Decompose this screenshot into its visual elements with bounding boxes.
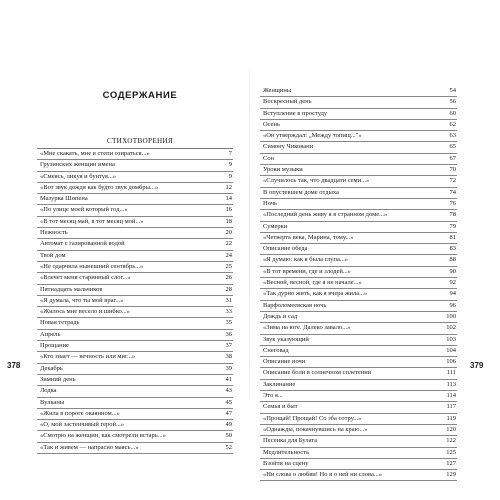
toc-entry bbox=[260, 142, 457, 153]
toc-entry-page: 43 bbox=[225, 387, 232, 395]
section-heading: СТИХОТВОРЕНИЯ bbox=[106, 137, 174, 145]
toc-entry-page: 106 bbox=[446, 358, 456, 366]
toc-entry-title: «Четверть века, Марина, тому...» bbox=[263, 233, 354, 241]
toc-entry bbox=[260, 335, 457, 346]
toc-entry bbox=[37, 330, 233, 341]
toc-entry-page: 39 bbox=[225, 364, 232, 372]
toc-entry-title: «Прощай! Прощай! Со зба сотру...» bbox=[263, 414, 362, 422]
toc-entry bbox=[260, 380, 457, 391]
toc-entry-title: «Так дурно жить, как я вчера жила...» bbox=[263, 290, 368, 298]
toc-entry-title: «Случилось так, что двадцати семи...» bbox=[263, 177, 370, 185]
toc-entry-page: 37 bbox=[225, 342, 232, 350]
toc-entry bbox=[260, 425, 457, 436]
toc-entry-title: «Последний день живу я в странном доме...» bbox=[263, 211, 388, 219]
toc-entry-page: 70 bbox=[449, 166, 456, 174]
toc-entry-page: 129 bbox=[446, 471, 456, 479]
toc-entry-title: Апрель bbox=[40, 330, 61, 338]
toc-entry-page: 100 bbox=[446, 312, 456, 320]
toc-entry bbox=[37, 375, 233, 386]
toc-entry bbox=[260, 222, 457, 233]
toc-entry-title: «По улице моей который год...» bbox=[40, 206, 128, 214]
toc-entry-page: 78 bbox=[449, 211, 456, 219]
toc-entry-page: 63 bbox=[449, 132, 456, 140]
toc-entry bbox=[37, 420, 233, 431]
toc-entry-title: Лодка bbox=[40, 387, 57, 395]
toc-entry-title: Описание обеда bbox=[263, 245, 308, 253]
toc-entry bbox=[260, 244, 457, 255]
toc-entry bbox=[37, 364, 233, 375]
toc-entry bbox=[260, 255, 457, 266]
toc-entry-title: Мазурка Шопена bbox=[40, 195, 88, 203]
toc-entry bbox=[260, 109, 457, 120]
toc-entry-title: Семья и быт bbox=[263, 403, 298, 411]
toc-entry-page: 92 bbox=[449, 279, 456, 287]
toc-entry bbox=[260, 301, 457, 312]
contents-heading: СОДЕРЖАНИЕ bbox=[102, 90, 178, 101]
toc-entry-title: Воскресный день bbox=[263, 98, 312, 106]
toc-entry bbox=[37, 194, 233, 205]
toc-entry-title: Варфоломеевская ночь bbox=[263, 301, 327, 309]
toc-entry-title: Дождь и сад bbox=[263, 312, 298, 320]
toc-entry-title: «Смеясь, ликуя и бунтуя...» bbox=[40, 172, 117, 180]
toc-entry-page: 47 bbox=[225, 409, 232, 417]
toc-entry bbox=[37, 160, 233, 171]
toc-entry bbox=[260, 233, 457, 244]
toc-entry bbox=[37, 285, 233, 296]
toc-entry bbox=[260, 470, 457, 481]
toc-entry-title: Пятнадцать мальчиков bbox=[40, 285, 103, 293]
toc-entry-title: Симону Чиковани bbox=[263, 143, 314, 151]
toc-entry-page: 76 bbox=[449, 199, 456, 207]
toc-entry-title: Вулканы bbox=[40, 398, 65, 406]
toc-entry bbox=[37, 217, 233, 228]
toc-entry-title: Новая тетрадь bbox=[40, 319, 80, 327]
toc-entry-title: Сумерки bbox=[263, 222, 288, 230]
toc-entry bbox=[260, 391, 457, 402]
toc-entry-page: 7 bbox=[228, 150, 232, 157]
toc-entry-title: Медлительность bbox=[263, 448, 310, 456]
toc-entry bbox=[37, 443, 233, 454]
toc-entry-page: 35 bbox=[225, 319, 232, 327]
toc-entry bbox=[37, 205, 233, 216]
toc-entry-title: Уроки музыки bbox=[263, 166, 303, 174]
toc-entry bbox=[37, 341, 233, 352]
toc-entry bbox=[37, 172, 233, 183]
page-number-left: 378 bbox=[7, 361, 21, 370]
toc-entry bbox=[260, 414, 457, 425]
toc-entry-title: «Мне скакать, мне в степи озираться...» bbox=[40, 150, 150, 157]
toc-entry-page: 111 bbox=[446, 369, 456, 377]
toc-entry-title: Грузинских женщин имена bbox=[40, 161, 115, 169]
toc-entry bbox=[260, 278, 457, 289]
toc-entry bbox=[37, 296, 233, 307]
toc-entry bbox=[37, 262, 233, 273]
toc-entry-title: Снеговад bbox=[263, 346, 289, 354]
toc-entry bbox=[260, 436, 457, 447]
toc-entry-title: «Я думаю: как я была глупа...» bbox=[263, 256, 349, 264]
toc-entry-page: 65 bbox=[449, 143, 456, 151]
right-page bbox=[250, 0, 500, 500]
toc-entry-title: «Жилось мне весело и шибко...» bbox=[40, 308, 130, 316]
toc-entry bbox=[260, 86, 457, 97]
toc-entry bbox=[260, 323, 457, 334]
toc-entry-page: 88 bbox=[449, 256, 456, 264]
toc-entry-page: 122 bbox=[446, 437, 456, 445]
toc-entry-page: 18 bbox=[225, 217, 232, 225]
toc-entry-page: 49 bbox=[225, 421, 232, 429]
toc-entry-title: Ночь bbox=[263, 199, 278, 207]
toc-entry-page: 117 bbox=[446, 403, 456, 411]
toc-entry-title: «Он утверждал: „Между топищ..."» bbox=[263, 132, 362, 140]
toc-entry bbox=[37, 386, 233, 397]
toc-entry-title: «Весной, весной, где я не начале...» bbox=[263, 279, 362, 287]
toc-entry-title: «Не одарчила нынешний сентябрь...» bbox=[40, 262, 144, 270]
toc-entry-title: «Так и живем — напрасно маясь...» bbox=[40, 443, 139, 451]
toc-entry-page: 31 bbox=[225, 296, 232, 304]
toc-entry-page: 74 bbox=[449, 188, 456, 196]
toc-entry bbox=[37, 183, 233, 194]
toc-entry-page: 67 bbox=[449, 154, 456, 162]
toc-entry-page: 16 bbox=[225, 206, 232, 214]
toc-entry-page: 103 bbox=[446, 335, 456, 343]
toc-entry bbox=[37, 431, 233, 442]
toc-entry-page: 114 bbox=[446, 392, 456, 400]
toc-entry-page: 94 bbox=[449, 290, 456, 298]
toc-entry-page: 9 bbox=[228, 161, 232, 169]
toc-entry-page: 127 bbox=[446, 459, 456, 467]
toc-entry-page: 9 bbox=[228, 172, 232, 180]
toc-entry-page: 125 bbox=[446, 448, 456, 456]
toc-entry bbox=[260, 289, 457, 300]
toc-entry-page: 52 bbox=[225, 443, 232, 451]
toc-entry-page: 20 bbox=[225, 229, 232, 237]
toc-entry-page: 41 bbox=[225, 375, 232, 383]
toc-entry-title: Песенка для Булата bbox=[263, 437, 318, 445]
toc-entry-page: 113 bbox=[446, 380, 456, 388]
toc-entry-title: «Кто знает — вечность или миг...» bbox=[40, 353, 136, 361]
toc-entry bbox=[260, 346, 457, 357]
toc-entry-title: Осень bbox=[263, 120, 280, 128]
toc-entry bbox=[37, 318, 233, 329]
toc-entry bbox=[37, 352, 233, 363]
toc-entry-page: 50 bbox=[225, 432, 232, 440]
toc-entry-page: 104 bbox=[446, 346, 456, 354]
toc-entry-page: 56 bbox=[449, 98, 456, 106]
page-number-right: 379 bbox=[470, 361, 484, 370]
toc-entry-title: Звук указующий bbox=[263, 335, 309, 343]
toc-entry-title: «Жила в пороге окаянном...» bbox=[40, 409, 120, 417]
toc-entry bbox=[260, 188, 457, 199]
toc-entry-title: Декабрь bbox=[40, 364, 63, 372]
toc-entry-page: 25 bbox=[225, 262, 232, 270]
toc-entry-page: 22 bbox=[225, 240, 232, 248]
toc-entry-title: «Смотрю на женщин, как смотрели встарь...» bbox=[40, 432, 166, 440]
toc-entry-page: 14 bbox=[225, 195, 232, 203]
toc-entry-page: 26 bbox=[225, 274, 232, 282]
toc-entry bbox=[37, 228, 233, 239]
toc-entry-page: 83 bbox=[449, 245, 456, 253]
toc-entry bbox=[260, 267, 457, 278]
toc-entry bbox=[37, 239, 233, 250]
toc-entry bbox=[37, 398, 233, 409]
toc-entry-title: Заклинание bbox=[263, 380, 296, 388]
toc-entry-title: Прощание bbox=[40, 342, 69, 350]
toc-entry bbox=[37, 273, 233, 284]
toc-entry bbox=[260, 154, 457, 165]
toc-entry-title: «Вот звук дождя как будто звук домбры...» bbox=[40, 183, 159, 191]
toc-entry-page: 28 bbox=[225, 285, 232, 293]
toc-entry bbox=[260, 459, 457, 470]
toc-entry bbox=[260, 131, 457, 142]
toc-entry-page: 102 bbox=[446, 324, 456, 332]
toc-entry bbox=[260, 165, 457, 176]
toc-entry-title: «В тот месяц май, в тот месяц мой...» bbox=[40, 217, 144, 225]
toc-entry-title: Нежность bbox=[40, 229, 68, 237]
toc-entry bbox=[260, 312, 457, 323]
toc-entry-page: 90 bbox=[449, 267, 456, 275]
toc-entry-title: Описание боли в солнечном сплетении bbox=[263, 369, 372, 377]
toc-entry bbox=[260, 176, 457, 187]
toc-list-left bbox=[37, 149, 233, 454]
toc-entry bbox=[260, 402, 457, 413]
toc-entry-title: «Однажды, покачнувшись на краю...» bbox=[263, 425, 368, 433]
toc-entry bbox=[260, 97, 457, 108]
toc-entry-title: Зимний день bbox=[40, 375, 76, 383]
toc-entry-title: «О, мой застенчивый герой...» bbox=[40, 421, 125, 429]
toc-entry-page: 120 bbox=[446, 425, 456, 433]
toc-entry bbox=[260, 120, 457, 131]
toc-entry-page: 72 bbox=[449, 177, 456, 185]
toc-entry bbox=[37, 149, 233, 160]
toc-entry-page: 79 bbox=[449, 222, 456, 230]
toc-entry-page: 38 bbox=[225, 353, 232, 361]
toc-entry-title: Твой дом bbox=[40, 251, 66, 259]
toc-entry bbox=[37, 409, 233, 420]
toc-entry bbox=[260, 368, 457, 379]
toc-entry-title: Взойти на сцену bbox=[263, 459, 309, 467]
toc-entry-title: Это я... bbox=[263, 392, 283, 400]
toc-entry-title: «Влечет меня старинный слог...» bbox=[40, 274, 131, 282]
toc-entry bbox=[37, 251, 233, 262]
toc-list-right bbox=[260, 86, 457, 481]
toc-entry-page: 12 bbox=[225, 183, 232, 191]
toc-entry-page: 54 bbox=[449, 87, 456, 94]
toc-entry-page: 45 bbox=[225, 398, 232, 406]
toc-entry-page: 96 bbox=[449, 301, 456, 309]
toc-entry-page: 33 bbox=[225, 308, 232, 316]
toc-entry-title: «Я думала, что ты мой враг...» bbox=[40, 296, 124, 304]
toc-entry bbox=[260, 357, 457, 368]
toc-entry bbox=[37, 307, 233, 318]
toc-entry-title: Описание ночи bbox=[263, 358, 306, 366]
toc-entry-page: 36 bbox=[225, 330, 232, 338]
toc-entry bbox=[260, 199, 457, 210]
toc-entry-title: «В тот времени, где и злодей...» bbox=[263, 267, 351, 275]
toc-entry-title: Женщины bbox=[263, 87, 292, 94]
toc-entry-page: 24 bbox=[225, 251, 232, 259]
toc-entry-page: 62 bbox=[449, 120, 456, 128]
toc-entry-title: «Ни слова о любви! Но я о ней ни слова...» bbox=[263, 471, 383, 479]
toc-entry-page: 119 bbox=[446, 414, 456, 422]
toc-entry-title: Автомат с газированной водой bbox=[40, 240, 125, 248]
toc-entry bbox=[260, 448, 457, 459]
toc-entry-title: Сон bbox=[263, 154, 275, 162]
toc-entry-title: «Зима на юге. Далеко завало...» bbox=[263, 324, 351, 332]
toc-entry-page: 81 bbox=[449, 233, 456, 241]
toc-entry-page: 60 bbox=[449, 109, 456, 117]
toc-entry bbox=[260, 210, 457, 221]
toc-entry-title: В опустевшем доме отдыха bbox=[263, 188, 339, 196]
toc-entry-title: Вступление в простуду bbox=[263, 109, 328, 117]
